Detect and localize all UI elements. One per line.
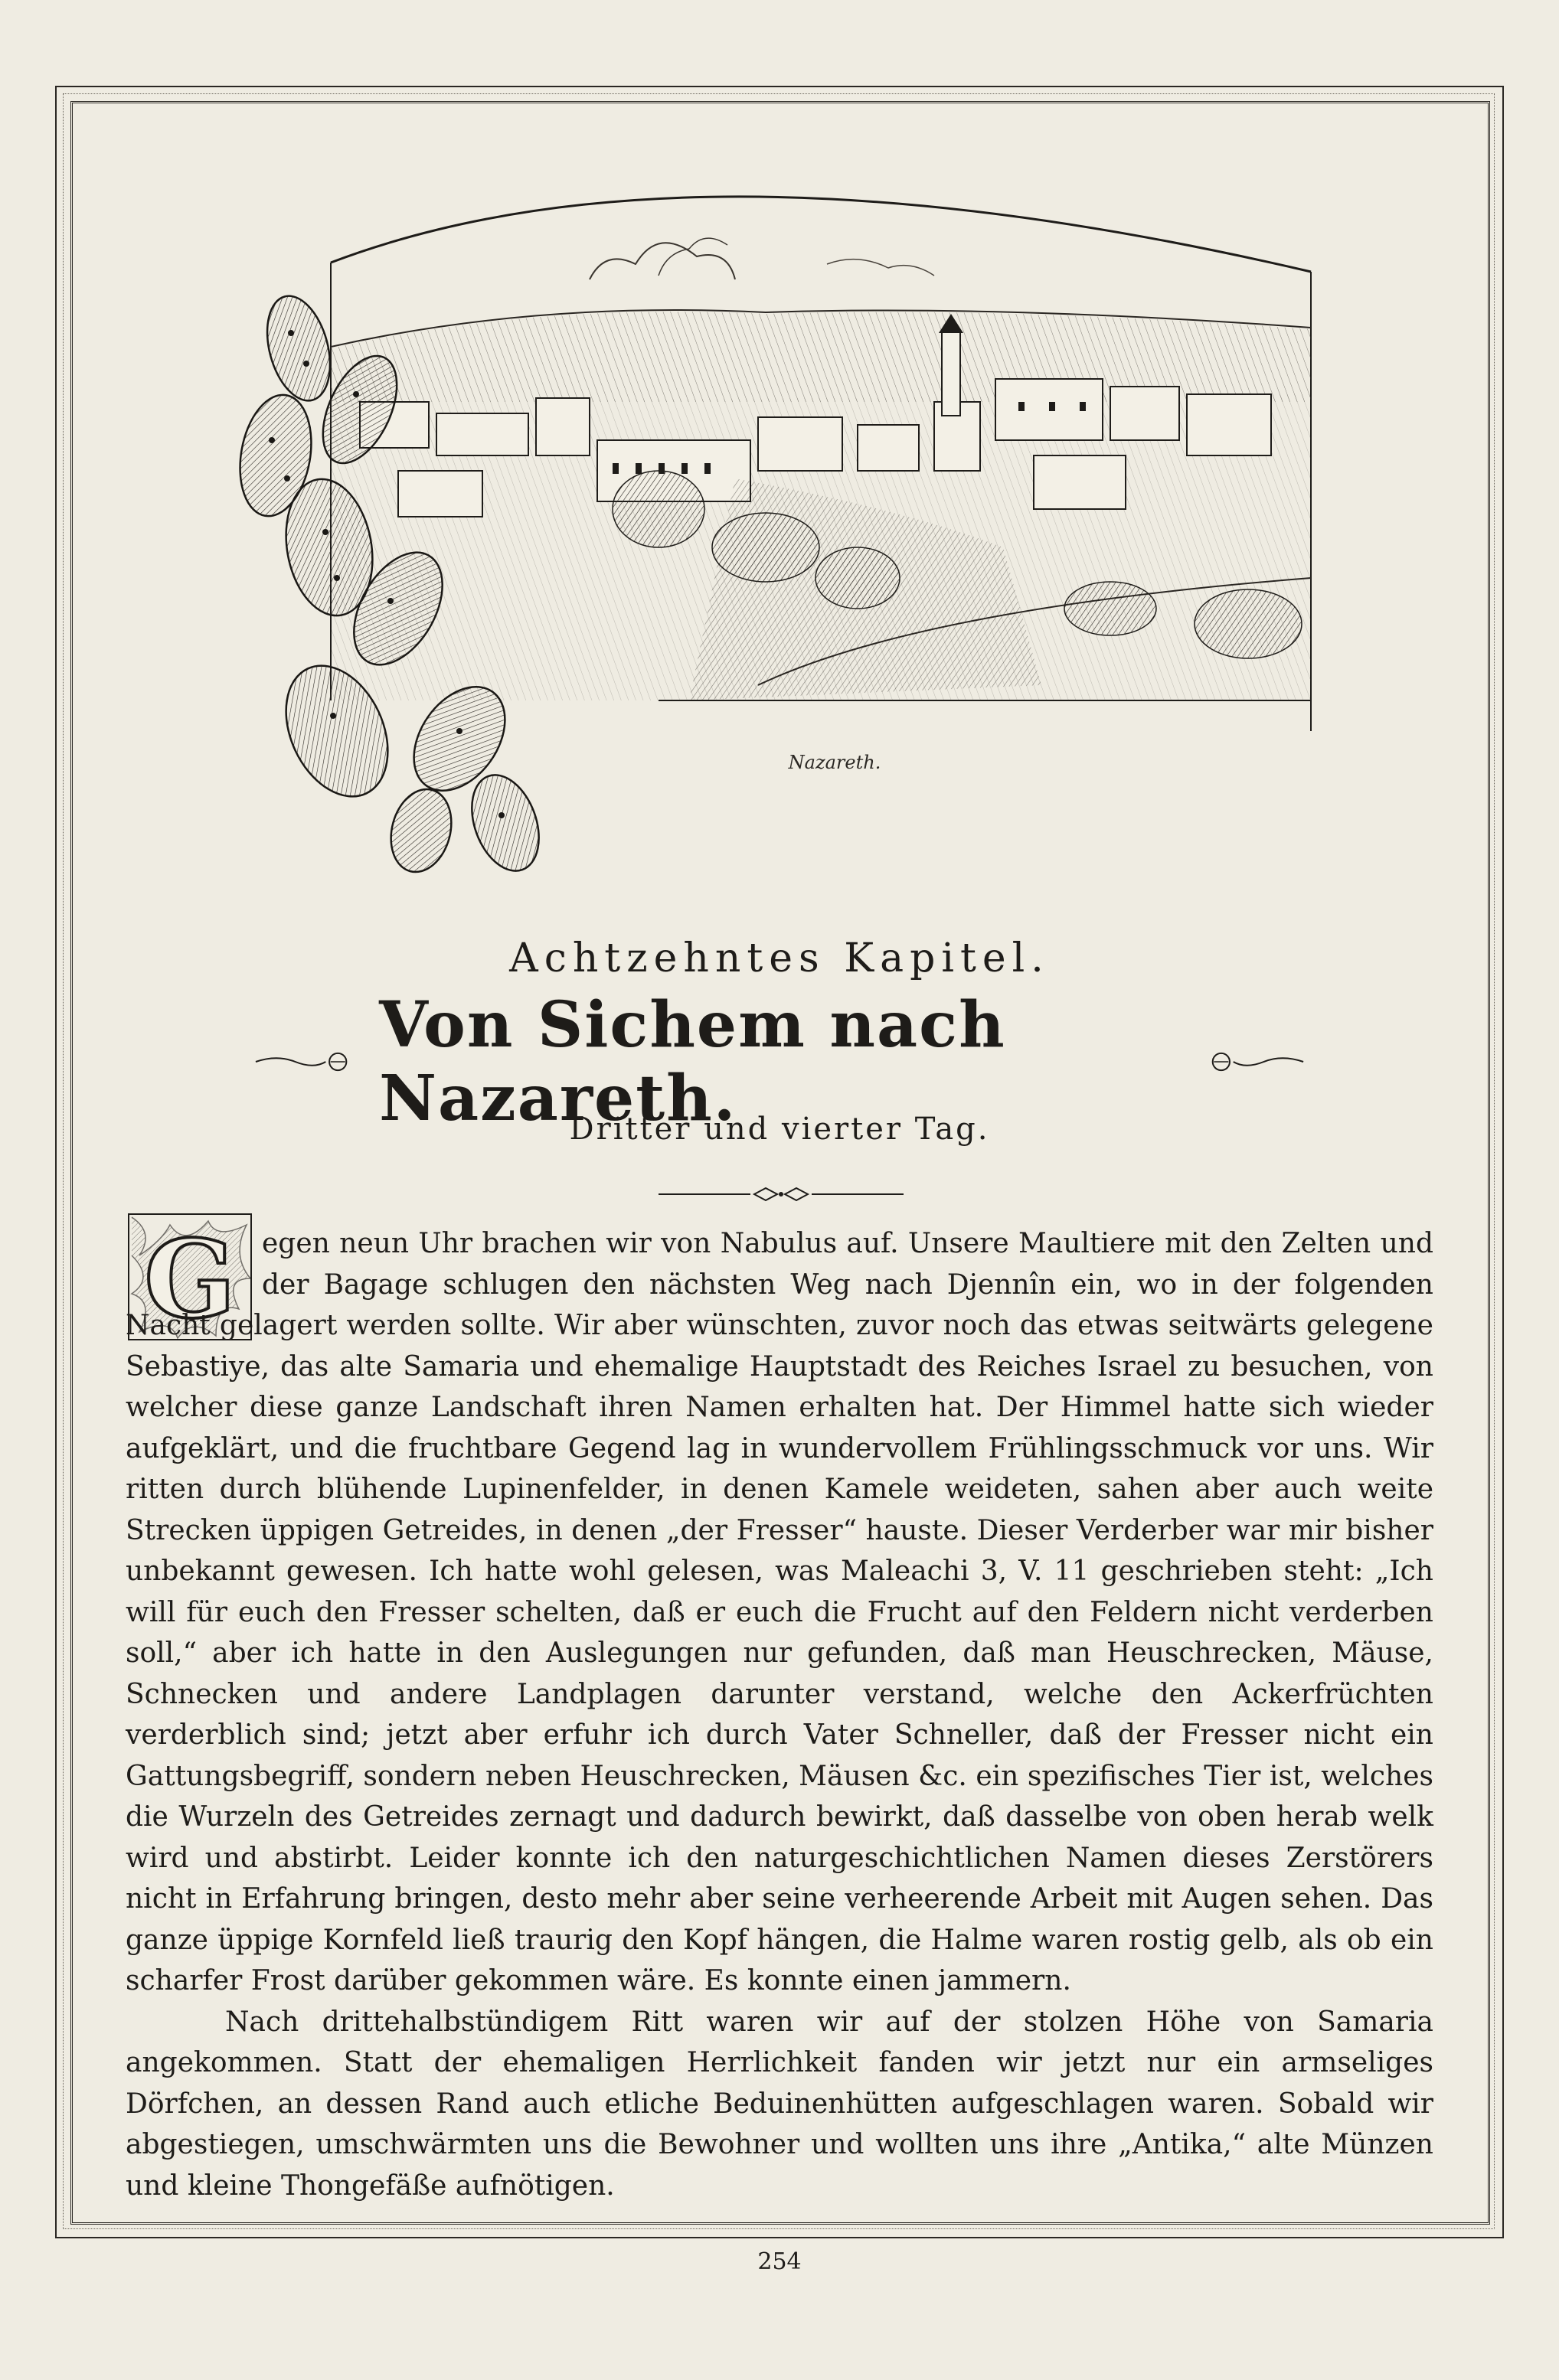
paragraph-2: Nach drittehalbstündigem Ritt waren wir auf der stolzen Höhe von Samaria angekommen. Statt der ehemaligen Herrlichkeit fanden wir jetzt nur ein armseliges Dörfchen, an dessen Rand auch etliche Beduinenhütten aufgeschlagen waren. Sobald wir abgestiegen, umschwärmten uns die Bewohner und wollten uns ihre „Antika,“ alte Münzen und kleine Thongefäße aufnötigen. — [126, 2006, 1433, 2202]
section-divider — [659, 1185, 904, 1203]
initial-glyph: G — [144, 1217, 236, 1343]
chapter-subtitle: Dritter und vierter Tag. — [569, 1112, 990, 1147]
chapter-label: Achtzehntes Kapitel. — [509, 935, 1050, 981]
illustration-caption: Nazareth. — [788, 752, 881, 773]
paragraph-1-text: egen neun Uhr brachen wir von Nabulus auf. Unsere Maultiere mit den Zelten und der Bagage schlugen den nächsten Weg nach Djennîn ein, wo in der folgenden Nacht gelagert werden sollte. Wir aber wünschten, zuvor noch das etwas seitwärts gelegene Sebastiye, das alte Samaria und ehemalige Hauptstadt des Reiches Israel zu besuchen, von welcher diese ganze Landschaft ihren Namen erhalten hat. Der Himmel hatte sich wieder aufgeklärt, und die fruchtbare Gegend lag in wundervollem Frühlingsschmuck vor uns. Wir ritten durch blühende Lupinenfelder, in denen Kamele weideten, sahen aber auch weite Strecken üppigen Getreides, in denen „der Fresser“ hauste. Dieser Verderber war mir bisher unbekannt gewesen. Ich hatte wohl gelesen, was Maleachi 3, V. 11 geschrieben steht: „Ich will für euch den Fresser schelten, daß er euch die Frucht auf den Feldern nicht verderben soll,“ aber ich hatte in den Auslegungen nur gefunden, daß man Heuschrecken, Mäuse, Schnecken und andere Landplagen darunter verstand, welche den Ackerfrüchten verderblich sind; jetzt aber erfuhr ich durch Vater Schneller, daß der Fresser nicht ein Gattungsbegriff, sondern neben Heuschrecken, Mäusen &c. ein spezifisches Tier ist, welches die Wurzeln des Getreides zernagt und dadurch bewirkt, daß dasselbe von oben herab welk wird und abstirbt. Leider konnte ich den naturgeschichtlichen Namen dieses Zerstörers nicht in Erfahrung bringen, desto mehr aber seine verheerende Arbeit mit Augen sehen. Das ganze üppige Kornfeld ließ traurig den Kopf hängen, die Halme waren rostig gelb, als ob ein scharfer Frost darüber gekommen wäre. Es konnte einen jammern. — [126, 1228, 1433, 1996]
initial-spacer — [126, 1223, 262, 1304]
page-number: 254 — [757, 2248, 802, 2275]
right-ornament-icon — [1203, 1046, 1306, 1077]
chapter-title: Von Sichem nach Nazareth. — [379, 988, 1006, 1135]
nazareth-engraving — [230, 149, 1317, 903]
paragraph-1 — [126, 1223, 1433, 2002]
body-text — [126, 1223, 1433, 2206]
left-ornament-icon — [253, 1046, 356, 1077]
